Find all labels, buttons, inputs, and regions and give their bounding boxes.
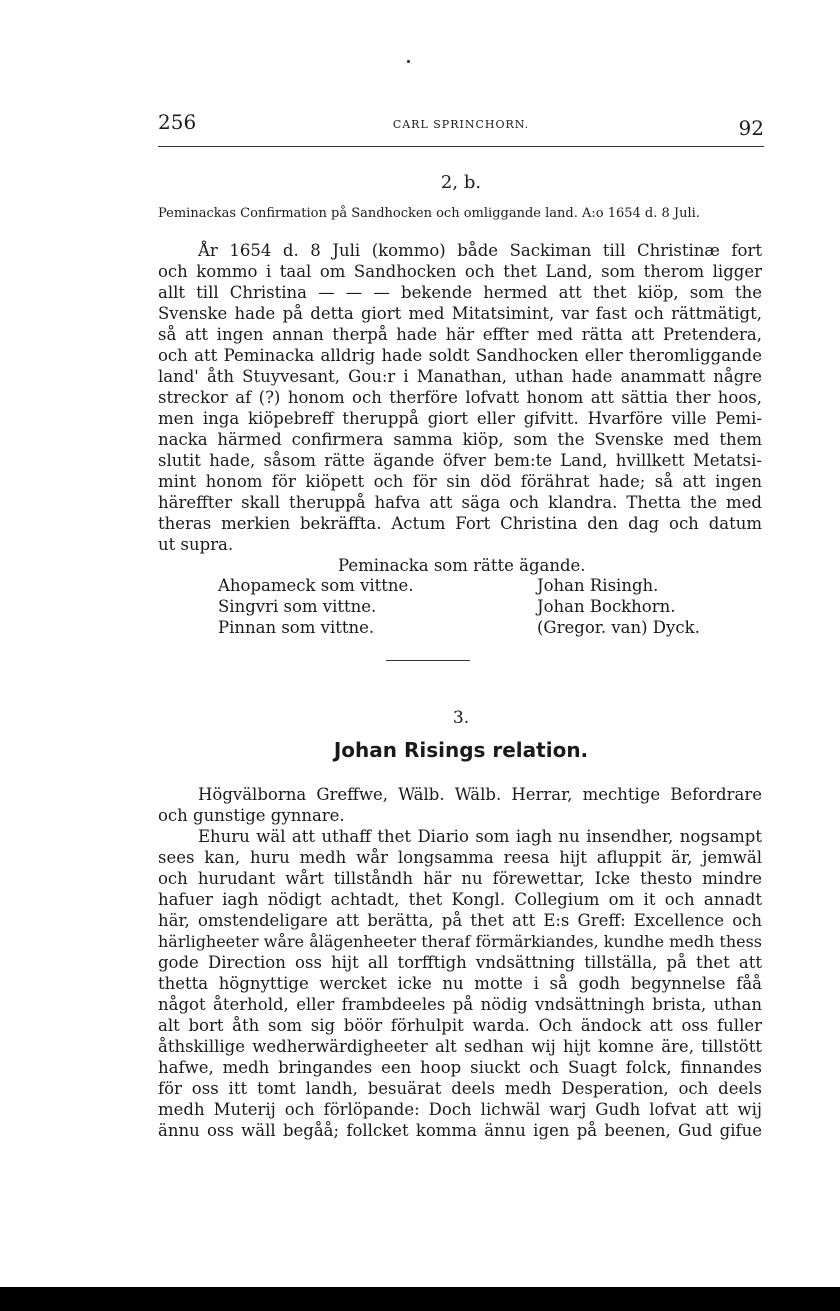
text-line: Svenske hade på detta giort med Mitatsimint, var fast och rättmätigt, — [158, 304, 762, 323]
text-line: för oss itt tomt landh, besuärat deels medh Desperation, och deels — [158, 1079, 762, 1098]
section-title: Johan Risings relation. — [333, 738, 589, 762]
text-line: streckor af (?) honom och therföre lofvatt honom att sättia ther hoos, — [158, 388, 762, 407]
text-line: ut supra. — [158, 535, 234, 554]
text-line: hafuer iagh nödigt achtadt, thet Kongl. Collegium om it och annadt — [158, 890, 762, 909]
witness-left: Pinnan som vittne. — [218, 618, 375, 637]
text-line: och gunstige gynnare. — [158, 806, 345, 825]
text-line: härligheeter wåre ålägenheeter theraf förmärkiandes, kundhe medh thess — [158, 932, 762, 951]
text-line: så att ingen annan therpå hade här effter med rätta att Pretendera, — [158, 325, 762, 344]
section2-body — [158, 784, 762, 1141]
text-line: men inga kiöpebreff theruppå giort eller gifvitt. Hvarföre ville Pemi- — [158, 409, 762, 428]
running-title: CARL SPRINCHORN. — [392, 118, 530, 131]
text-line: häreffter skall theruppå hafva att säga och klandra. Thetta the med — [158, 493, 762, 512]
text-line: slutit hade, såsom rätte ägande öfver bem:te Land, hvillkett Metatsi- — [158, 451, 762, 470]
section-number-3: 3. — [452, 708, 470, 728]
text-line: theras merkien bekräffta. Actum Fort Christina den dag och datum — [158, 514, 762, 533]
text-line: mint honom för kiöpett och för sin död förährat hade; så att ingen — [158, 472, 762, 491]
header-rule — [158, 146, 764, 147]
witness-left: Singvri som vittne. — [218, 597, 377, 616]
text-line: och hurudant wårt tillståndh här nu förewettar, Icke thesto mindre — [158, 869, 762, 888]
text-line: hafwe, medh bringandes een hoop siuckt och Suagt folck, finnandes — [158, 1058, 762, 1077]
section-divider — [386, 660, 470, 661]
scan-bottom-edge — [0, 1287, 840, 1311]
text-line: gode Direction oss hijt all torfftigh vndsättning tillställa, på thet att — [158, 953, 762, 972]
text-line: ännu oss wäll begåå; follcket komma ännu igen på beenen, Gud gifue — [158, 1121, 762, 1140]
text-line: nacka härmed confirmera samma kiöp, som the Svenske med them — [158, 430, 762, 449]
page-number-left: 256 — [158, 110, 197, 134]
text-line: allt till Christina — — — bekende hermed att thet kiöp, som the — [158, 283, 762, 302]
signature-main: Peminacka som rätte ägande. — [338, 556, 586, 575]
text-line: något återhold, eller frambdeeles på nödig vndsättningh brista, uthan — [158, 995, 762, 1014]
speck — [407, 60, 410, 63]
text-line: År 1654 d. 8 Juli (kommo) både Sackiman till Christinæ fort — [198, 241, 762, 260]
running-header — [158, 110, 764, 140]
witness-right: Johan Risingh. — [537, 576, 659, 595]
text-line: Högvälborna Greffwe, Wälb. Wälb. Herrar, mechtige Befordrare — [198, 785, 762, 804]
page-number-right: 92 — [738, 116, 764, 140]
section1-body — [158, 240, 762, 555]
text-line: här, omstendeligare att berätta, på thet att E:s Greff: Excellence och — [158, 911, 762, 930]
witness-right: (Gregor. van) Dyck. — [537, 618, 700, 637]
section-number-2b: 2, b. — [440, 172, 482, 193]
section-subtitle: Peminackas Confirmation på Sandhocken och omliggande land. A:o 1654 d. 8 Juli. — [158, 206, 700, 221]
text-line: åthskillige wedherwärdigheeter alt sedhan wij hijt komne äre, tillstött — [158, 1037, 762, 1056]
text-line: thetta högnyttige wercket icke nu motte i så godh begynnelse fåå — [158, 974, 762, 993]
text-line: medh Muterij och förlöpande: Doch lichwäl warj Gudh lofvat att wij — [158, 1100, 762, 1119]
text-line: sees kan, huru medh wår longsamma reesa hijt afluppit är, jemwäl — [158, 848, 762, 867]
text-line: land' åth Stuyvesant, Gou:r i Manathan, uthan hade anammatt någre — [158, 367, 762, 386]
witness-left: Ahopameck som vittne. — [218, 576, 414, 595]
witness-right: Johan Bockhorn. — [537, 597, 676, 616]
text-line: Ehuru wäl att uthaff thet Diario som iagh nu insendher, nogsampt — [198, 827, 762, 846]
text-line: och att Peminacka alldrig hade soldt Sandhocken eller theromliggande — [158, 346, 762, 365]
text-line: alt bort åth som sig böör förhulpit warda. Och ändock att oss fuller — [158, 1016, 762, 1035]
text-line: och kommo i taal om Sandhocken och thet Land, som therom ligger — [158, 262, 762, 281]
